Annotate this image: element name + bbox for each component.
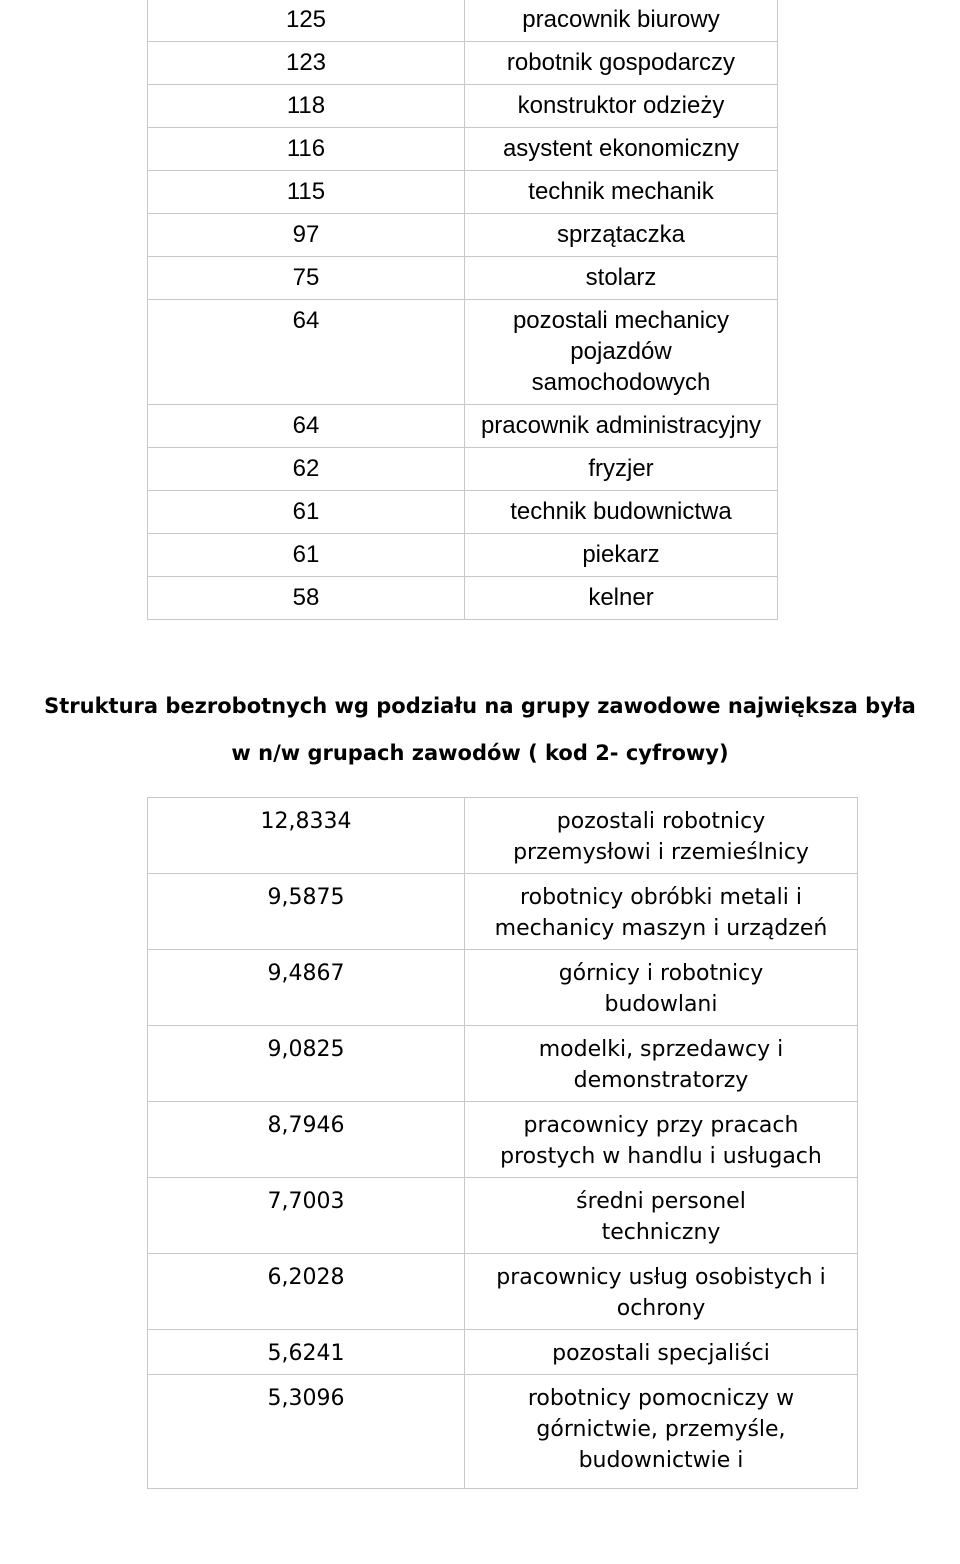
group-cell: pozostali specjaliści <box>465 1330 858 1375</box>
table-row <box>148 1178 858 1254</box>
occupations-count-table-body <box>148 0 778 620</box>
group-cell: pracownicy usług osobistych i ochrony <box>465 1254 858 1330</box>
occupation-cell: konstruktor odzieży <box>465 85 778 128</box>
count-cell: 58 <box>148 577 465 620</box>
group-cell: średni personel techniczny <box>465 1178 858 1254</box>
table-row <box>148 577 778 620</box>
share-cell: 8,7946 <box>148 1102 465 1178</box>
group-cell: pracownicy przy pracach prostych w handlu i usługach <box>465 1102 858 1178</box>
occupation-cell: fryzjer <box>465 448 778 491</box>
occupation-cell: asystent ekonomiczny <box>465 128 778 171</box>
share-cell: 12,8334 <box>148 798 465 874</box>
count-cell: 118 <box>148 85 465 128</box>
occupation-groups-table-body <box>148 798 858 1489</box>
occupation-cell: kelner <box>465 577 778 620</box>
count-cell: 62 <box>148 448 465 491</box>
group-cell: górnicy i robotnicy budowlani <box>465 950 858 1026</box>
table-row <box>148 1330 858 1375</box>
table-row <box>148 950 858 1026</box>
count-cell: 61 <box>148 491 465 534</box>
section-heading-line-2: w n/w grupach zawodów ( kod 2- cyfrowy) <box>231 741 729 765</box>
count-cell: 97 <box>148 214 465 257</box>
table-row <box>148 874 858 950</box>
share-cell: 5,6241 <box>148 1330 465 1375</box>
count-cell: 123 <box>148 42 465 85</box>
share-cell: 9,5875 <box>148 874 465 950</box>
table-row <box>148 1026 858 1102</box>
occupation-cell: pracownik administracyjny <box>465 405 778 448</box>
count-cell: 125 <box>148 0 465 42</box>
table-row <box>148 448 778 491</box>
share-cell: 7,7003 <box>148 1178 465 1254</box>
occupation-cell: piekarz <box>465 534 778 577</box>
group-cell: robotnicy pomocniczy w górnictwie, przemyśle, budownictwie i <box>465 1375 858 1489</box>
count-cell: 64 <box>148 405 465 448</box>
table-row <box>148 257 778 300</box>
occupation-cell: robotnik gospodarczy <box>465 42 778 85</box>
occupations-count-table <box>147 0 778 620</box>
group-cell: robotnicy obróbki metali i mechanicy maszyn i urządzeń <box>465 874 858 950</box>
table-row <box>148 405 778 448</box>
table-row <box>148 491 778 534</box>
share-cell: 5,3096 <box>148 1375 465 1489</box>
occupation-cell: pozostali mechanicy pojazdów samochodowych <box>465 300 778 405</box>
table-row <box>148 0 778 42</box>
share-cell: 9,4867 <box>148 950 465 1026</box>
occupation-cell: stolarz <box>465 257 778 300</box>
table-row <box>148 85 778 128</box>
group-cell: modelki, sprzedawcy i demonstratorzy <box>465 1026 858 1102</box>
table-row <box>148 128 778 171</box>
table-row <box>148 171 778 214</box>
table-row <box>148 300 778 405</box>
table-row <box>148 1375 858 1489</box>
table-row <box>148 1102 858 1178</box>
count-cell: 75 <box>148 257 465 300</box>
occupation-cell: sprzątaczka <box>465 214 778 257</box>
count-cell: 64 <box>148 300 465 405</box>
share-cell: 6,2028 <box>148 1254 465 1330</box>
count-cell: 116 <box>148 128 465 171</box>
group-cell: pozostali robotnicy przemysłowi i rzemieślnicy <box>465 798 858 874</box>
share-cell: 9,0825 <box>148 1026 465 1102</box>
table-row <box>148 798 858 874</box>
occupation-groups-table <box>147 797 858 1489</box>
occupation-cell: pracownik biurowy <box>465 0 778 42</box>
table-row <box>148 42 778 85</box>
occupation-cell: technik mechanik <box>465 171 778 214</box>
table-row <box>148 1254 858 1330</box>
section-heading-line-1: Struktura bezrobotnych wg podziału na grupy zawodowe największa była <box>44 694 916 718</box>
occupation-cell: technik budownictwa <box>465 491 778 534</box>
count-cell: 61 <box>148 534 465 577</box>
table-row <box>148 214 778 257</box>
count-cell: 115 <box>148 171 465 214</box>
table-row <box>148 534 778 577</box>
